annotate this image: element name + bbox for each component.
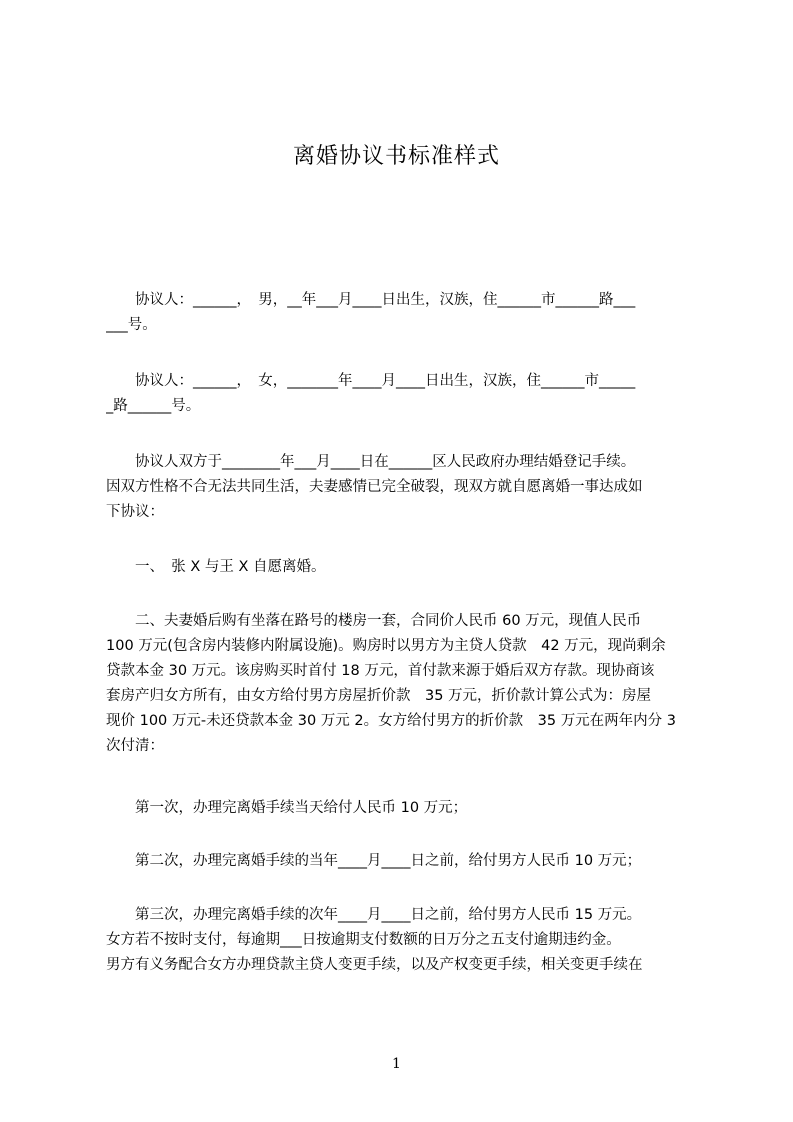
second-payment-paragraph [106, 849, 706, 874]
party-one-paragraph [106, 288, 706, 338]
party-two-paragraph [106, 369, 706, 419]
paragraph-line: 第一次，办理完离婚手续当天给付人民币 10 万元； [106, 800, 468, 816]
document-title: 离婚协议书标准样式 [292, 144, 500, 169]
paragraph-line: 第二次，办理完离婚手续的当年____月____日之前，给付男方人民币 10 万元； [106, 853, 642, 869]
paragraph-line: 协议人：______， 女，_______年____月____日出生，汉族，住______市_____ [106, 373, 636, 389]
first-payment-paragraph [106, 796, 706, 821]
paragraph-line: 现价 100 万元-未还贷款本金 30 万元 2。女方给付男方的折价款 35 万元在两年内分 3 [106, 713, 677, 729]
clause-two-paragraph [106, 609, 706, 759]
paragraph-line: 第三次，办理完离婚手续的次年____月____日之前，给付男方人民币 15 万元。 [106, 907, 642, 923]
paragraph-line: 一、 张 X 与王 X 自愿离婚。 [106, 559, 326, 575]
paragraph-line: 女方若不按时支付，每逾期___日按逾期支付数额的日万分之五支付逾期违约金。 [106, 932, 621, 948]
paragraph-line: 100 万元(包含房内装修内附属设施)。购房时以男方为主贷人贷款 42 万元，现尚剩余 [106, 638, 666, 654]
paragraph-line: 男方有义务配合女方办理贷款主贷人变更手续，以及产权变更手续，相关变更手续在 [106, 957, 643, 973]
paragraph-line: 二、夫妻婚后购有坐落在路号的楼房一套，合同价人民币 60 万元，现值人民币 [106, 613, 642, 629]
paragraph-line: 次付清： [106, 738, 164, 754]
paragraph-line: 协议人：______， 男，__年___月____日出生，汉族，住______市______路___ [106, 292, 636, 308]
paragraph-line: 贷款本金 30 万元。该房购买时首付 18 万元，首付款来源于婚后双方存款。现协商该 [106, 663, 655, 679]
marriage-registration-paragraph [106, 450, 706, 525]
third-payment-paragraph [106, 903, 706, 978]
paragraph-line: 协议人双方于________年___月____日在______区人民政府办理结婚登记手续。 [106, 454, 636, 470]
paragraph-line: _路______号。 [106, 398, 201, 414]
paragraph-line: 因双方性格不合无法共同生活，夫妻感情已完全破裂，现双方就自愿离婚一事达成如 [106, 479, 643, 495]
paragraph-line: 套房产归女方所有，由女方给付男方房屋折价款 35 万元，折价款计算公式为：房屋 [106, 688, 652, 704]
paragraph-line: 下协议： [106, 504, 164, 520]
paragraph-line: ___号。 [106, 317, 157, 333]
clause-one-paragraph [106, 555, 706, 580]
page-number: 1 [392, 1056, 401, 1072]
